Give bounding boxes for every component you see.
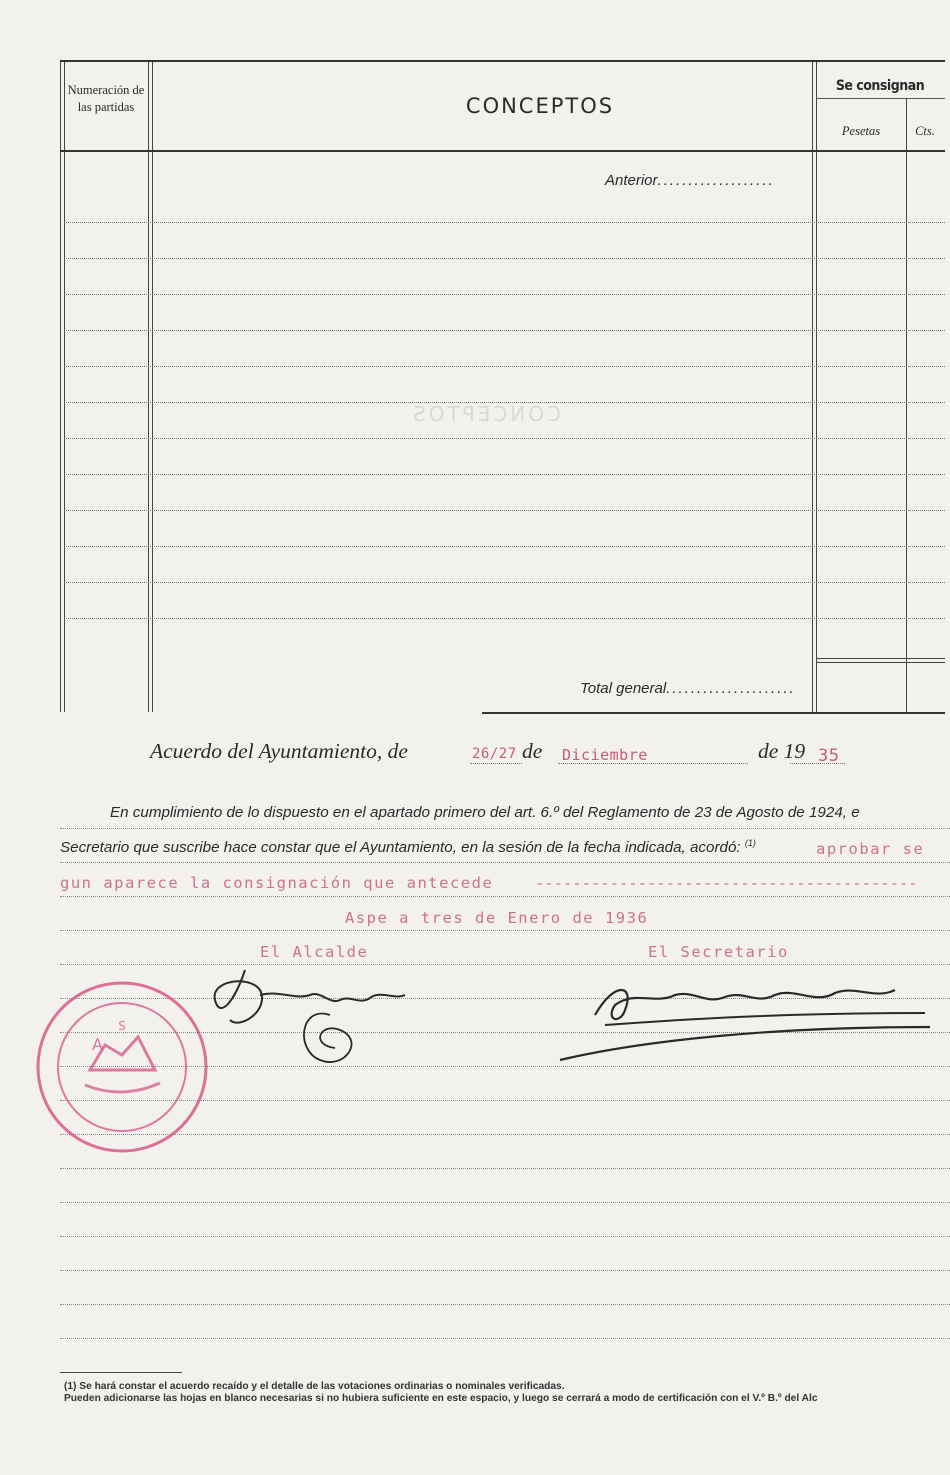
- total-general-label: Total general.....................: [580, 680, 796, 697]
- footnote-marker: (1): [744, 838, 756, 848]
- secretario-label: El Secretario: [648, 943, 789, 961]
- header-se-consignan: Se consignan: [835, 78, 925, 94]
- svg-text:S: S: [118, 1019, 126, 1033]
- footnote-line-2: Pueden adicionarse las hojas en blanco necesarias si no hubiera suficiente en este espacio, y luego se cerrará a modo de certificación con el V.º B.º del Alc: [64, 1393, 818, 1404]
- typed-resolution-2: gun aparece la consignación que antecede: [60, 874, 494, 892]
- ledger-divider-num: [148, 62, 149, 712]
- header-conceptos: CONCEPTOS: [465, 94, 615, 118]
- ruled-line: [60, 896, 950, 897]
- ledger-row-rule: [64, 294, 945, 295]
- ledger-border-left: [60, 62, 61, 712]
- ledger-row-rule: [64, 366, 945, 367]
- ledger-row-rule: [64, 510, 945, 511]
- ledger-row-rule: [64, 546, 945, 547]
- total-general-text: Total general: [580, 680, 667, 697]
- header-bottom-rule: [60, 150, 945, 152]
- paragraph-line-2: [60, 838, 756, 856]
- ledger-row-rule: [64, 582, 945, 583]
- ruled-line: [60, 1168, 950, 1169]
- ledger-row-rule: [64, 258, 945, 259]
- acuerdo-de-year: de 19: [758, 739, 806, 763]
- ruled-line: [60, 1304, 950, 1305]
- typed-resolution-1: aprobar se: [816, 840, 925, 858]
- paragraph-line-1: En cumplimiento de lo dispuesto en el apartado primero del art. 6.º del Reglamento de 23 de Agosto de 1924, e: [110, 804, 860, 821]
- ruled-line: [60, 1202, 950, 1203]
- month-underline: [558, 763, 748, 764]
- header-cts: Cts.: [915, 124, 935, 138]
- ledger-bottom-border: [482, 712, 945, 714]
- header-numeracion: Numeración de las partidas: [67, 83, 145, 114]
- acuerdo-day: 26/27: [472, 746, 517, 762]
- secretario-signature-icon: [555, 965, 935, 1065]
- official-seal-icon: [30, 975, 215, 1160]
- ledger-divider-amount-inner: [816, 62, 817, 712]
- ledger-border-left-inner: [64, 62, 65, 712]
- paragraph-line-2-text: Secretario que suscribe hace constar que el Ayuntamiento, en la sesión de la fecha indicada, acordó:: [60, 839, 741, 857]
- ruled-line: [60, 930, 950, 931]
- header-pesetas: Pesetas: [841, 124, 881, 138]
- typed-dashes: -----------------------------------------: [535, 874, 918, 892]
- acuerdo-month: Diciembre: [562, 746, 648, 764]
- day-underline: [470, 763, 522, 764]
- bleed-through-text: CONCEPTOS: [410, 402, 561, 426]
- anterior-text: Anterior: [605, 172, 658, 189]
- svg-text:A: A: [92, 1035, 103, 1054]
- anterior-label: Anterior...................: [605, 172, 775, 189]
- ruled-line: [60, 1236, 950, 1237]
- ledger-row-rule: [64, 618, 945, 619]
- ledger-row-rule: [64, 330, 945, 331]
- ledger-row-rule: [64, 222, 945, 223]
- ledger-table: [60, 60, 945, 712]
- alcalde-label: El Alcalde: [260, 943, 369, 961]
- footnote-line-1: (1) Se hará constar el acuerdo recaído y el detalle de las votaciones ordinarias o nominales verificadas.: [64, 1381, 565, 1392]
- ledger-divider-amount: [812, 62, 813, 712]
- acuerdo-de: de: [522, 739, 543, 763]
- ledger-row-rule: [64, 474, 945, 475]
- alcalde-signature-icon: [200, 960, 425, 1075]
- acuerdo-year: 35: [818, 746, 840, 766]
- ruled-line: [60, 828, 950, 829]
- year-underline: [790, 763, 845, 764]
- ruled-line: [60, 862, 950, 863]
- total-sum-rule: [816, 658, 945, 659]
- ledger-divider-num-inner: [152, 62, 153, 712]
- ledger-row-rule: [64, 438, 945, 439]
- ledger-divider-cts: [906, 98, 907, 712]
- ruled-line: [60, 1270, 950, 1271]
- total-sum-rule-double: [816, 662, 945, 663]
- ruled-line: [60, 1338, 950, 1339]
- typed-date: Aspe a tres de Enero de 1936: [345, 909, 649, 927]
- footnote-rule: [60, 1372, 182, 1373]
- acuerdo-prefix: Acuerdo del Ayuntamiento, de: [150, 739, 408, 763]
- acuerdo-heading: [150, 739, 408, 764]
